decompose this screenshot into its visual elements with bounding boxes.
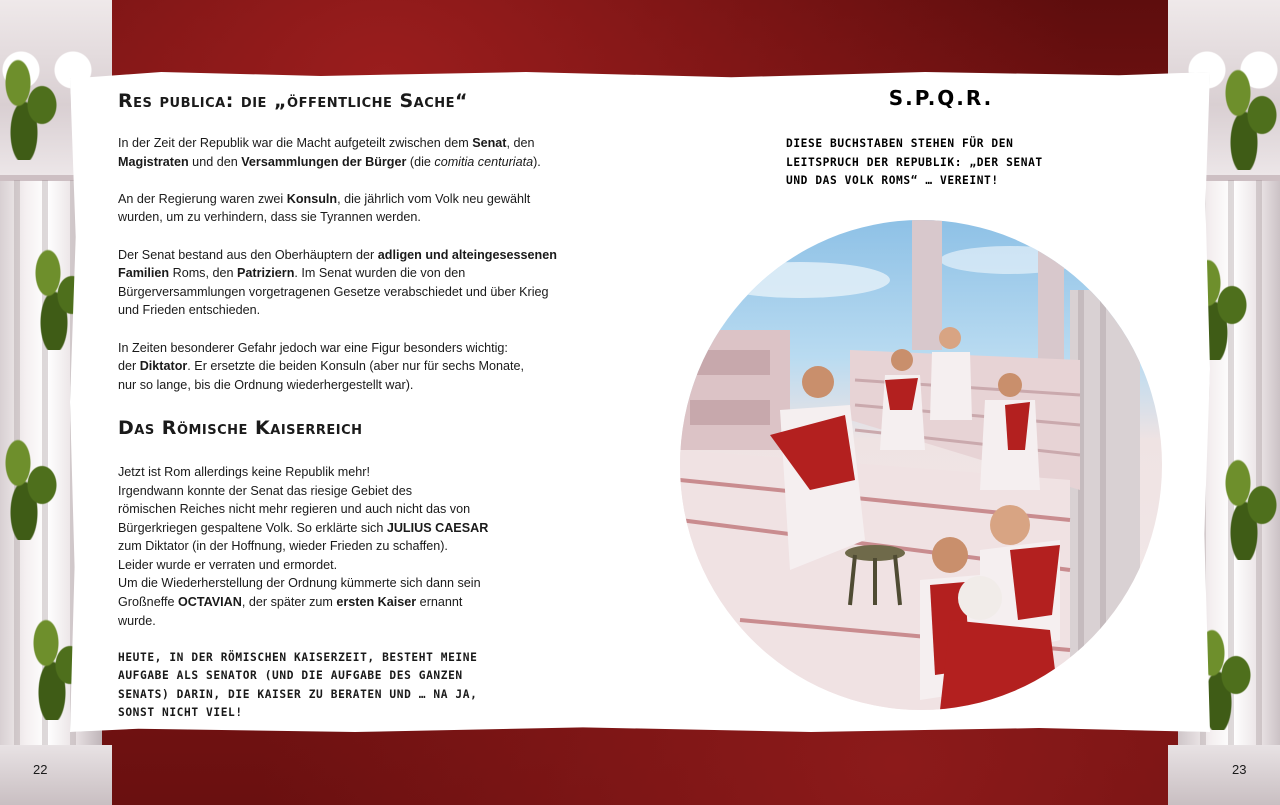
paragraph-empire: Jetzt ist Rom allerdings keine Republik mehr! Irgendwann konnte der Senat das riesige Gebiet des römischen Reiches nicht mehr regieren und auch nicht das von Bürgerkriegen gespaltene Volk. So erklärte sich JULIUS CAESAR zum Diktator (in der Hoffnung, wieder Frieden zu schaffen). Leider wurde er verraten und ermordet. Um die Wiederherstellung der Ordnung kümmerte sich dann sein Großneffe OCTAVIAN, der später zum ersten Kaiser ernannt wurde. [118, 464, 489, 628]
left-page [118, 86, 568, 723]
page-number-right: 23 [1232, 762, 1247, 777]
laurel-leaves-icon [1220, 450, 1280, 560]
roman-senate-illustration [680, 220, 1162, 710]
section-heading-kaiserreich: Das Römische Kaiserreich [118, 416, 363, 439]
temple-column-icon [912, 220, 942, 350]
spqr-speech-text: DIESE BUCHSTABEN STEHEN FÜR DEN LEITSPRUCH DER REPUBLIK: „DER SENAT UND DAS VOLK ROMS“ … VEREINT! [786, 137, 1043, 187]
laurel-leaves-icon [0, 50, 60, 160]
laurel-leaves-icon [1220, 60, 1280, 170]
laurel-leaves-icon [0, 430, 60, 540]
temple-column-icon [1038, 250, 1064, 360]
paragraph-consuls: An der Regierung waren zwei Konsuln, die jährlich vom Volk neu gewählt wurden, um zu verhindern, dass sie Tyrannen werden. [118, 191, 531, 225]
section-heading-res-publica: Res publica: die „öffentliche Sache“ [118, 90, 469, 112]
page-number-left: 22 [33, 762, 48, 777]
paragraph-republic-power: In der Zeit der Republik war die Macht aufgeteilt zwischen dem Senat, den Magistraten und den Versammlungen der Bürger (die comitia centuriata). [118, 136, 541, 169]
paragraph-dictator: In Zeiten besonderer Gefahr jedoch war eine Figur besonders wichtig: der Diktator. Er ersetzte die beiden Konsuln (aber nur für sechs Monate, nur so lange, bis die Ordnung wiederhergestellt war). [118, 340, 525, 392]
paragraph-senate: Der Senat bestand aus den Oberhäuptern der adligen und alteingesessenen Familien Roms, den Patriziern. Im Senat wurden die von den Bürgerversammlungen vorgetragenen Gesetze verabschiedet und über Krieg und Frieden entschieden. [118, 247, 557, 318]
senator-speech-text: HEUTE, IN DER RÖMISCHEN KAISERZEIT, BESTEHT MEINE AUFGABE ALS SENATOR (UND DIE AUFGABE DES GANZEN SENATS) DARIN, DIE KAISER ZU BERATEN UND … NA JA, SONST NICHT VIEL! [118, 650, 478, 720]
spqr-title: S.P.Q.R. [888, 86, 994, 110]
